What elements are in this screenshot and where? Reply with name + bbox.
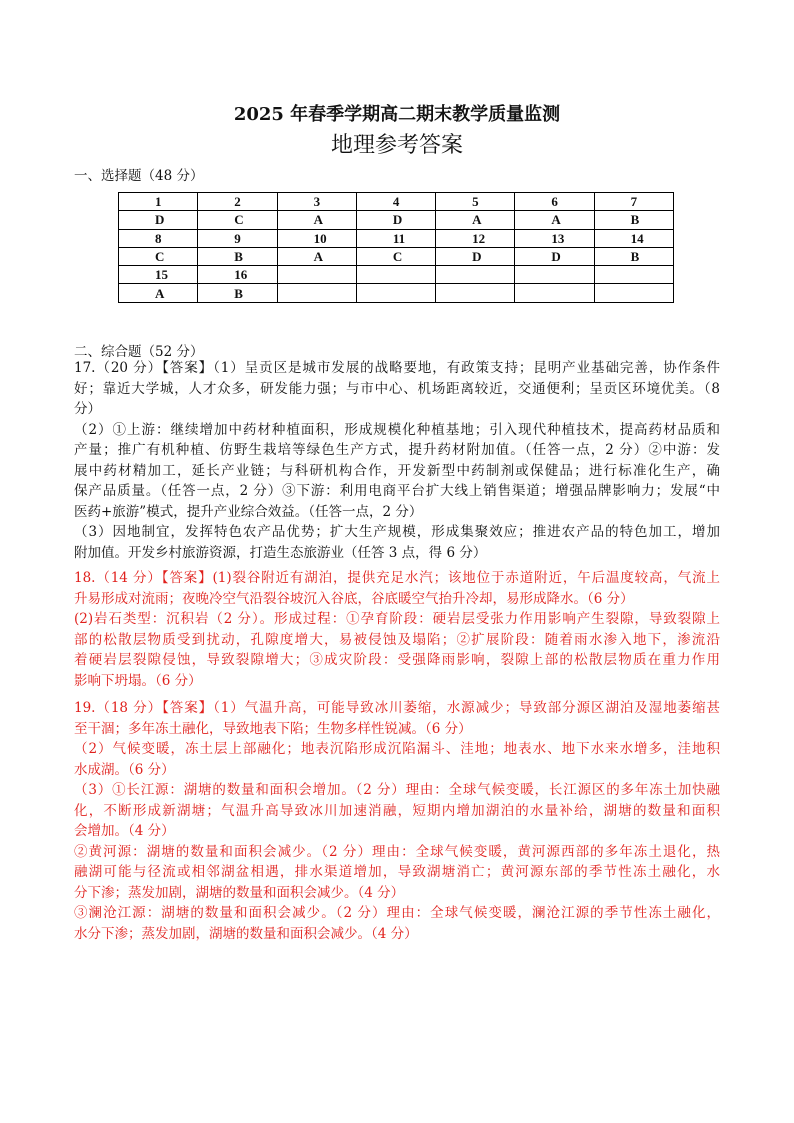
text-line: 化，不断形成新湖塘；气温升高导致冰川加速消融，短期内增加湖泊的水量补给，湖塘的数量和面积 [74,802,720,819]
text-line: 附加值。开发乡村旅游资源，打造生态旅游业（任答 3 点，得 6 分） [74,544,487,561]
table-cell: 12 [436,229,515,247]
text-line: 会增加。（4 分） [74,823,175,839]
table-cell: 14 [594,229,673,247]
text-line: （2）气候变暖，冻土层上部融化；地表沉陷形成沉陷漏斗、洼地；地表水、地下水来水增多，洼地积 [74,741,720,757]
table-cell: C [198,211,277,229]
table-cell: C [119,247,198,265]
table-cell: B [594,247,673,265]
table-row [119,266,674,284]
text-line: 着硬岩层裂隙侵蚀，导致裂隙增大；③成灾阶段：受强降雨影响，裂隙上部的松散层物质在重力作用 [74,652,720,668]
text-line: ③澜沧江源：湖塘的数量和面积会减少。（2 分）理由：全球气候变暖，澜沧江源的季节性冻土融化， [74,905,720,921]
answer-table [118,192,674,303]
text-line: ②黄河源：湖塘的数量和面积会减少。（2 分）理由：全球气候变暖，黄河源西部的多年冻土退化，热 [74,843,720,860]
table-row [119,229,674,247]
table-cell: D [356,211,435,229]
text-line: 水分下渗；蒸发加剧，湖塘的数量和面积会减少。（4 分） [74,925,418,942]
text-line: 分下渗；蒸发加剧，湖塘的数量和面积会减少。（4 分） [74,884,405,901]
table-cell: B [594,211,673,229]
table-row [119,284,674,302]
text-line: （3）①长江源：湖塘的数量和面积会增加。（2 分）理由：全球气候变暖，长江源区的多年冻土加快融 [74,782,720,798]
table-cell: 8 [119,229,198,247]
table-cell: 5 [436,193,515,211]
section1-heading: 一、选择题（48 分） [74,168,204,184]
text-line: （3）因地制宜，发挥特色农产品优势；扩大生产规模，形成集聚效应；推进农产品的特色加工，增加 [74,524,720,540]
text-line: 至干涸；多年冻土融化，导致地表下陷；生物多样性锐减。（6 分） [74,720,472,737]
table-cell [277,284,356,302]
text-line: 17.（20 分）【答案】（1）呈贡区是城市发展的战略要地，有政策支持；昆明产业基础完善，协作条件 [74,360,720,376]
text-line: 水成湖。（6 分） [74,761,175,778]
text-line: 展中药材精加工，延长产业链；与科研机构合作，开发新型中药制剂或保健品；进行标准化生产，确 [74,462,720,479]
table-row [119,193,674,211]
text-line: 部的松散层物质受到扰动，孔隙度增大，易被侵蚀及塌陷；②扩展阶段：随着雨水渗入地下，渗流沿 [74,631,720,648]
section2-heading: 二、综合题（52 分） [74,344,204,360]
table-cell: A [119,284,198,302]
text-line: 分） [74,401,101,417]
table-cell: D [515,247,594,265]
table-cell: 7 [594,193,673,211]
document-subtitle: 地理参考答案 [330,133,463,158]
table-cell: 1 [119,193,198,211]
table-cell [356,284,435,302]
document-title: 2025 年春季学期高二期末教学质量监测 [233,104,561,125]
table-cell: D [119,211,198,229]
table-cell: C [356,247,435,265]
table-cell [436,284,515,302]
text-line: （2）①上游：继续增加中药材种植面积，形成规模化种植基地；引入现代种植技术，提高药材品质和 [74,421,720,438]
table-cell: 9 [198,229,277,247]
table-cell: A [436,211,515,229]
text-line: 产量；推广有机种植、仿野生栽培等绿色生产方式，提升药材附加值。（任答一点，2 分）②中游：发 [74,442,720,458]
table-cell: 2 [198,193,277,211]
table-cell: 3 [277,193,356,211]
table-cell [277,266,356,284]
table-cell: D [436,247,515,265]
table-cell: 15 [119,266,198,284]
table-cell: A [277,247,356,265]
table-cell [356,266,435,284]
text-line: 升易形成对流雨；夜晚冷空气沿裂谷坡沉入谷底，谷底暖空气抬升冷却，易形成降水。（6 分） [74,590,634,607]
table-cell: A [277,211,356,229]
table-cell: A [515,211,594,229]
table-cell [515,266,594,284]
table-cell [515,284,594,302]
table-cell: 11 [356,229,435,247]
text-line: 保产品质量。（任答一点，2 分）③下游：利用电商平台扩大线上销售渠道；增强品牌影响力；发展“中 [74,483,720,499]
table-cell: 6 [515,193,594,211]
table-cell: B [198,247,277,265]
table-cell [594,284,673,302]
text-line: (2)岩石类型：沉积岩（2 分）。形成过程：①孕育阶段：硬岩层受张力作用影响产生裂隙，导致裂隙上 [74,611,720,627]
table-cell: 16 [198,266,277,284]
text-line: 18.（14 分）【答案】(1)裂谷附近有湖泊，提供充足水汽；该地位于赤道附近，午后温度较高，气流上 [74,570,720,586]
table-cell: 13 [515,229,594,247]
table-row [119,247,674,265]
answer-17 [74,358,720,563]
answer-18 [74,568,720,691]
text-line: 影响下坍塌。（6 分） [74,672,202,689]
table-row [119,211,674,229]
table-cell [594,266,673,284]
table-cell: 10 [277,229,356,247]
answer-19 [74,698,720,944]
table-cell: B [198,284,277,302]
table-cell [436,266,515,284]
text-line: 19.（18 分）【答案】（1）气温升高，可能导致冰川萎缩，水源减少；导致部分源区湖泊及湿地萎缩甚 [74,700,720,716]
text-line: 好；靠近大学城，人才众多，研发能力强；与市中心、机场距离较近，交通便利；呈贡区环境优美。（8 [74,380,720,397]
text-line: 融湖可能与径流或相邻湖盆相遇，排水渠道增加，导致湖塘消亡；黄河源东部的季节性冻土融化，水 [74,864,720,880]
table-cell: 4 [356,193,435,211]
text-line: 医药+旅游”模式，提升产业综合效益。（任答一点，2 分） [74,503,423,520]
